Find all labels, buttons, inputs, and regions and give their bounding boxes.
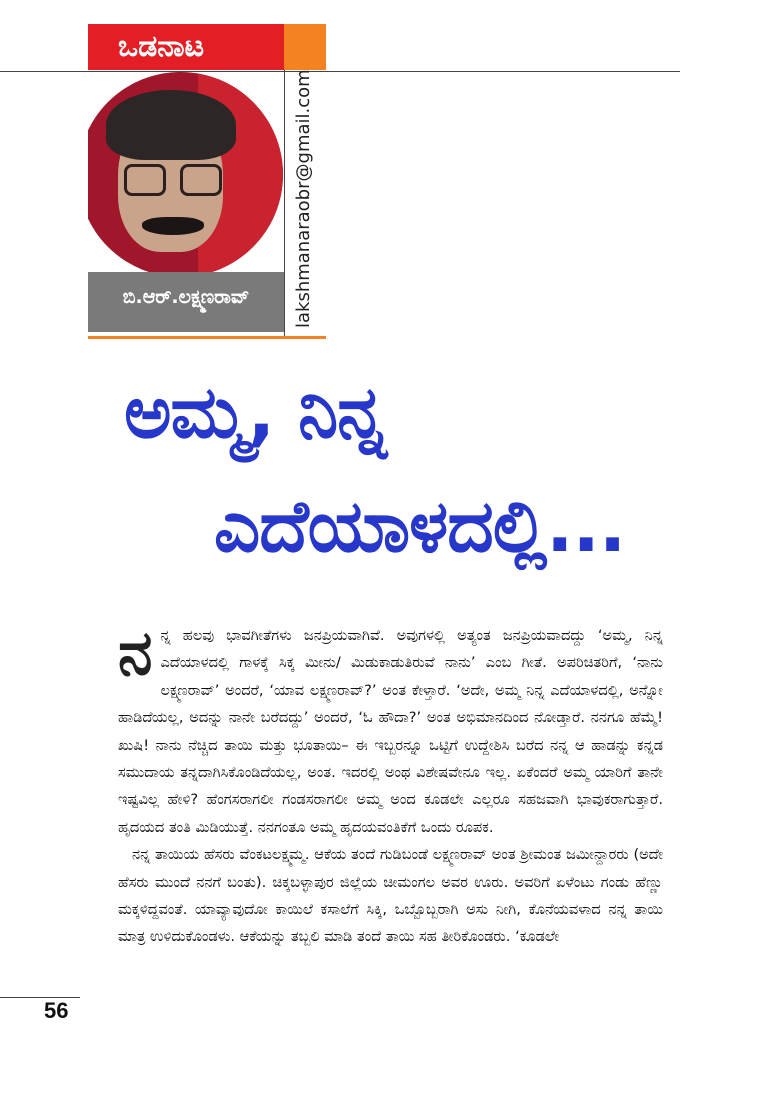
author-name-plate <box>88 272 284 332</box>
name-underline <box>88 336 326 339</box>
author-email[interactable]: lakshmanaraobr@gmail.com <box>293 69 314 328</box>
author-photo <box>88 72 284 272</box>
paragraph-1-text: ನ್ನ ಹಲವು ಭಾವಗೀತೆಗಳು ಜನಪ್ರಿಯವಾಗಿವೆ. ಅವುಗಳಲ್ಲಿ ಅತ್ಯಂತ ಜನಪ್ರಿಯವಾದದ್ದು ‘ಅಮ್ಮ, ನಿನ್ನ ಎದೆಯಾಳದಲ್ಲಿ ಗಾಳಕ್ಕೆ ಸಿಕ್ಕ ಮೀನು/ ಮಿಡುಕಾಡುತಿರುವೆ ನಾನು’ ಎಂಬ ಗೀತೆ. ಅಪರಿಚಿತರಿಗೆ, ‘ನಾನು ಲಕ್ಷ್ಮಣರಾವ್’ ಅಂದರೆ, ‘ಯಾವ ಲಕ್ಷ್ಮಣರಾವ್?’ ಅಂತ ಕೇಳ್ತಾರೆ. ‘ಅದೇ, ಅಮ್ಮ ನಿನ್ನ ಎದೆಯಾಳದಲ್ಲಿ, ಅನ್ನೋ ಹಾಡಿದೆಯಲ್ಲ, ಅದನ್ನು ನಾನೇ ಬರೆದದ್ದು’ ಅಂದರೆ, ‘ಓ ಹೌದಾ?’ ಅಂತ ಅಭಿಮಾನದಿಂದ ನೋಡ್ತಾರೆ. ನನಗೂ ಹೆಮ್ಮೆ! ಖುಷಿ! ನಾನು ನೆಚ್ಚಿದ ತಾಯಿ ಮತ್ತು ಭೂತಾಯಿ– ಈ ಇಬ್ಬರನ್ನೂ ಒಟ್ಟಿಗೆ ಉದ್ದೇಶಿಸಿ ಬರೆದ ನನ್ನ ಆ ಹಾಡನ್ನು ಕನ್ನಡ ಸಮುದಾಯ ತನ್ನದಾಗಿಸಿಕೊಂಡಿದೆಯಲ್ಲ, ಅಂತ. ಇದರಲ್ಲಿ ಅಂಥ ವಿಶೇಷವೇನೂ ಇಲ್ಲ. ಏಕೆಂದರೆ ಅಮ್ಮ ಯಾರಿಗೆ ತಾನೇ ಇಷ್ಟವಿಲ್ಲ ಹೇಳಿ? ಹೆಂಗಸರಾಗಲೀ ಗಂಡಸರಾಗಲೀ ಅಮ್ಮ ಅಂದ ಕೂಡಲೇ ಎಲ್ಲರೂ ಸಹಜವಾಗಿ ಭಾವುಕರಾಗುತ್ತಾರೆ. ಹೃದಯದ ತಂತಿ ಮಿಡಿಯುತ್ತೆ. ನನಗಂತೂ ಅಮ್ಮ ಹೃದಯವಂತಿಕೆಗೆ ಒಂದು ರೂಪಕ. <box>118 627 663 836</box>
article-title-line-2: ಎದೆಯಾಳದಲ್ಲಿ... <box>214 484 626 568</box>
page-number: 56 <box>44 998 69 1023</box>
photo-circle <box>88 72 283 272</box>
article-title-line-1: ಅಮ್ಮ, ನಿನ್ನ <box>124 370 386 454</box>
column-tag-accent <box>284 24 326 70</box>
column-name: ಒಡನಾಟ <box>88 24 284 70</box>
article-body <box>118 616 663 951</box>
author-mustache <box>142 217 204 235</box>
paragraph-2: ನನ್ನ ತಾಯಿಯ ಹೆಸರು ವೆಂಕಟಲಕ್ಷ್ಮಮ್ಮ. ಆಕೆಯ ತಂದೆ ಗುಡಿಬಂಡೆ ಲಕ್ಷ್ಮಣರಾವ್ ಅಂತ ಶ್ರೀಮಂತ ಜಮೀನ್ದಾರರು (ಅದೇ ಹೆಸರು ಮುಂದೆ ನನಗೆ ಬಂತು). ಚಿಕ್ಕಬಳ್ಳಾಪುರ ಜಿಲ್ಲೆಯ ಚೀಮಂಗಲ ಅವರ ಊರು. ಅವರಿಗೆ ಏಳೆಂಟು ಗಂಡು ಹೆಣ್ಣು ಮಕ್ಕಳಿದ್ದವಂತೆ. ಯಾವ್ಯಾವುದೋ ಕಾಯಿಲೆ ಕಸಾಲೆಗೆ ಸಿಕ್ಕಿ, ಒಬ್ಬೊಬ್ಬರಾಗಿ ಅಸು ನೀಗಿ, ಕೊನೆಯವಳಾದ ನನ್ನ ತಾಯಿ ಮಾತ್ರ ಉಳಿದುಕೊಂಡಳು. ಆಕೆಯನ್ನು ತಬ್ಬಲಿ ಮಾಡಿ ತಂದೆ ತಾಯಿ ಸಹ ತೀರಿಕೊಂಡರು. ‘ಕೂಡಲೇ <box>118 846 663 946</box>
drop-cap: ನ <box>118 616 153 689</box>
header-divider <box>284 70 285 336</box>
author-hair <box>106 90 236 160</box>
paragraph-1 <box>118 616 663 841</box>
author-name: ಬಿ.ಆರ್.ಲಕ್ಷ್ಮಣರಾವ್ <box>122 286 250 308</box>
glasses-icon <box>124 164 224 198</box>
